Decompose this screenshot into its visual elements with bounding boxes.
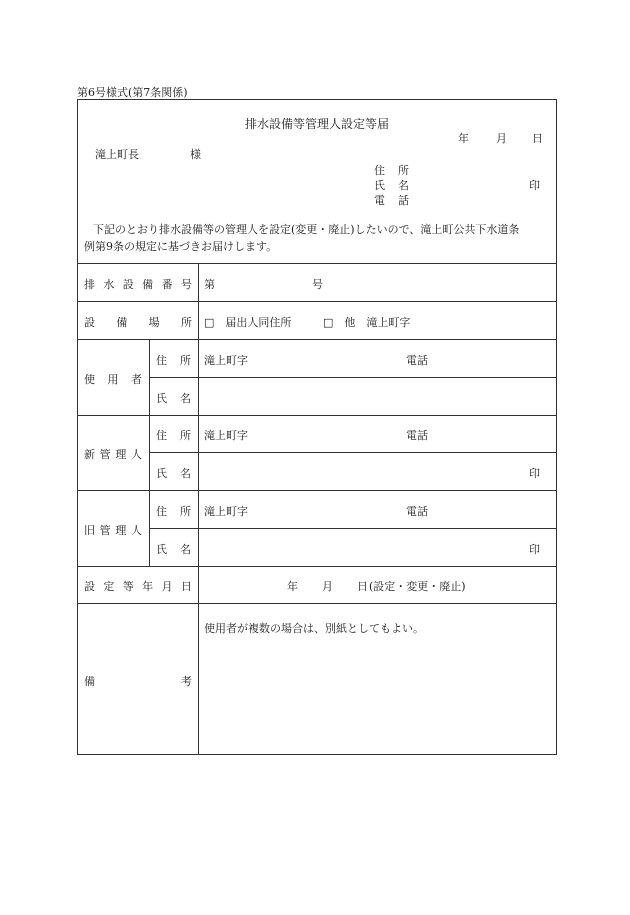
applicant-address-label: 住 所 <box>374 164 409 177</box>
addressee-honorific: 様 <box>190 148 201 161</box>
location-option-same-address[interactable]: □ 届出人同住所 <box>204 316 292 329</box>
rule-date <box>78 603 556 604</box>
rule-old-mid <box>149 528 556 529</box>
applicant-seal: 印 <box>529 179 540 192</box>
user-address-value: 滝上町字 <box>204 354 248 367</box>
body-text-line1: 下記のとおり排水設備等の管理人を設定(変更・廃止)したいので、滝上町公共下水道条 <box>93 223 520 236</box>
old-manager-label: 旧 管 理 人 <box>84 524 142 537</box>
notification-form <box>77 99 557 755</box>
user-label: 使 用 者 <box>84 373 142 386</box>
rule-label-column <box>198 263 199 755</box>
remarks-text: 使用者が複数の場合は、別紙としてもよい。 <box>204 622 424 635</box>
applicant-phone-label: 電 話 <box>374 194 409 207</box>
user-name-label: 氏 名 <box>156 392 191 405</box>
location-option-other[interactable]: □ 他 滝上町字 <box>323 316 411 329</box>
date-month-label: 月 <box>496 132 507 145</box>
facility-location-label: 設 備 場 所 <box>84 316 192 329</box>
new-manager-address-value: 滝上町字 <box>204 429 248 442</box>
old-manager-address-value: 滝上町字 <box>204 505 248 518</box>
facility-number-prefix: 第 <box>204 278 215 291</box>
applicant-name-label: 氏 名 <box>374 179 409 192</box>
rule-sublabel-column <box>149 339 150 566</box>
form-reference: 第6号様式(第7条関係) <box>77 86 188 99</box>
old-manager-phone-label: 電話 <box>406 505 428 518</box>
new-manager-address-label: 住 所 <box>156 429 191 442</box>
setting-date-day: 日 <box>357 580 368 593</box>
old-manager-name-label: 氏 名 <box>156 543 191 556</box>
body-text-line2: 例第9条の規定に基づきお届けします。 <box>84 240 278 253</box>
rule-header <box>78 263 556 264</box>
user-phone-label: 電話 <box>406 354 428 367</box>
new-manager-name-label: 氏 名 <box>156 467 191 480</box>
new-manager-label: 新 管 理 人 <box>84 448 142 461</box>
date-year-label: 年 <box>458 132 469 145</box>
rule-old <box>78 566 556 567</box>
old-manager-seal: 印 <box>529 543 540 556</box>
setting-date-year: 年 <box>287 580 298 593</box>
rule-user-mid <box>149 377 556 378</box>
setting-date-note: (設定・変更・廃止) <box>369 580 466 593</box>
setting-date-label: 設 定 等 年 月 日 <box>84 580 192 593</box>
facility-number-suffix: 号 <box>312 278 323 291</box>
remarks-label: 備 考 <box>84 675 192 688</box>
user-address-label: 住 所 <box>156 354 191 367</box>
rule-number <box>78 301 556 302</box>
new-manager-phone-label: 電話 <box>406 429 428 442</box>
setting-date-month: 月 <box>322 580 333 593</box>
addressee-name: 滝上町長 <box>95 148 139 161</box>
date-day-label: 日 <box>532 132 543 145</box>
form-title: 排水設備等管理人設定等届 <box>244 117 389 131</box>
old-manager-address-label: 住 所 <box>156 505 191 518</box>
rule-new-mid <box>149 452 556 453</box>
facility-number-label: 排 水 設 備 番 号 <box>84 278 192 291</box>
new-manager-seal: 印 <box>529 467 540 480</box>
